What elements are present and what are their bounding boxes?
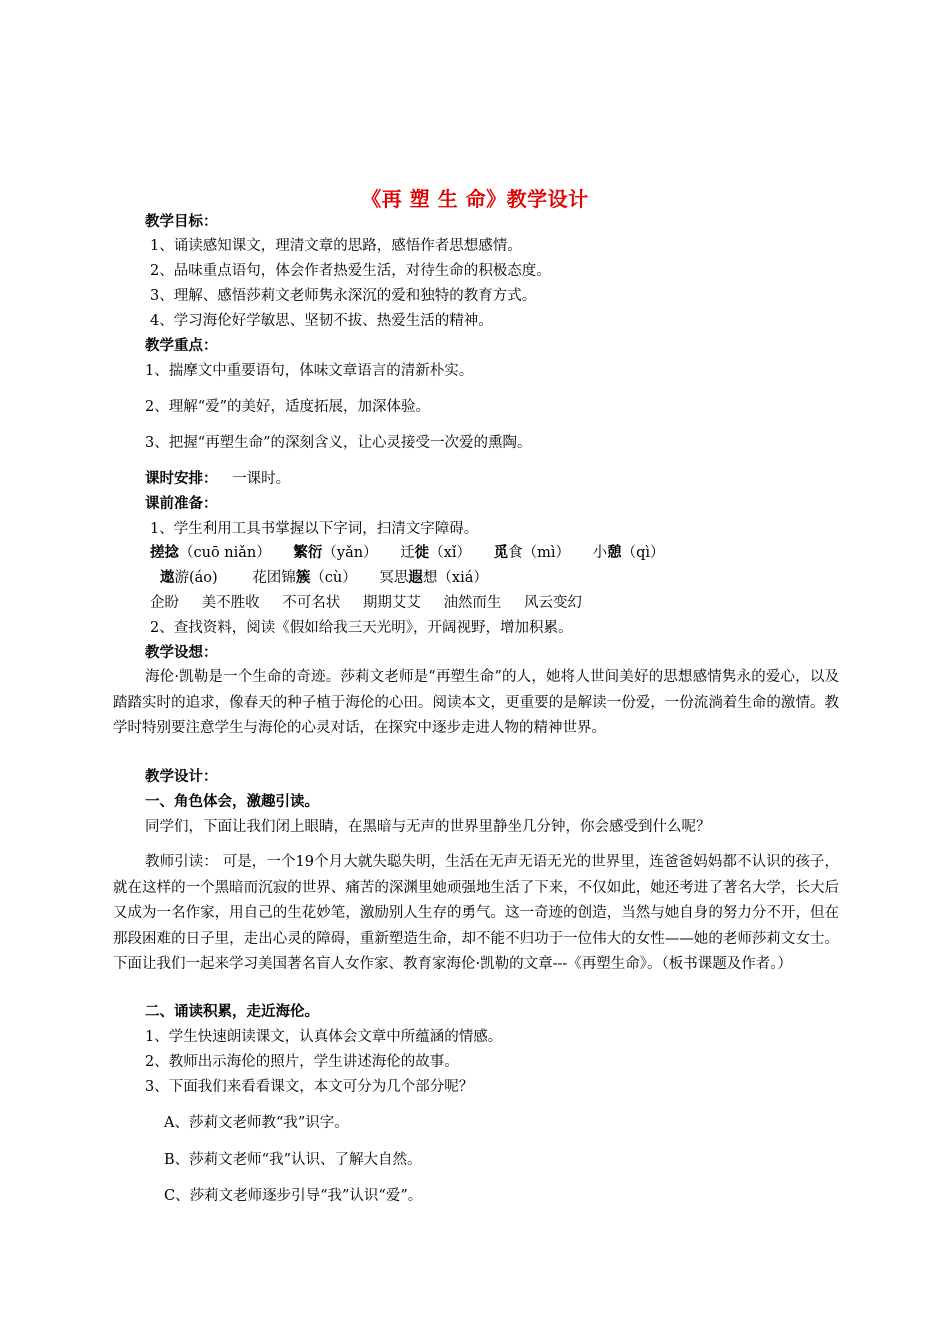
section1-paragraph: 教师引读： 可是，一个19个月大就失聪失明，生活在无声无语无光的世界里，连爸爸妈妈都不认识的孩子，就在这样的一个黑暗而沉寂的世界、痛苦的深渊里她顽强地生活了下来，不仅如此，她还考进了著名大学，长大后又成为一名作家，用自己的生花妙笔，激励别人生存的勇气。这一奇迹的创造，当然与她自身的努力分不开，但在那段困难的日子里，走出心灵的障碍，重新塑造生命，却不能不归功于一位伟大的女性——她的老师莎莉文女士。下面让我们一起来学习美国著名盲人女作家、教育家海伦·凯勒的文章---《再塑生命》。（板书课题及作者。）	[113, 854, 839, 972]
key-point-item: 1、揣摩文中重要语句，体味文章语言的清新朴实。	[145, 363, 474, 379]
goals-heading: 教学目标：	[145, 213, 218, 230]
vocab-term: 美不胜收	[201, 595, 260, 611]
vocab-term: 小憩（qì）	[592, 544, 665, 561]
vocab-term: 风云变幻	[524, 595, 583, 611]
document-title: 《再 塑 生 命》教学设计	[361, 187, 589, 211]
goal-item: 3、理解、感悟莎莉文老师隽永深沉的爱和独特的教育方式。	[150, 288, 537, 304]
goal-item: 2、品味重点语句，体会作者热爱生活，对待生命的积极态度。	[150, 263, 551, 279]
section2-part: B、莎莉文老师“我”认识、了解大自然。	[164, 1152, 422, 1168]
schedule-label: 课时安排：	[145, 470, 218, 487]
section2-heading: 二、诵读积累，走近海伦。	[145, 1003, 319, 1020]
key-points-heading: 教学重点：	[145, 337, 218, 354]
vocab-term: 冥思遐想（xiá）	[379, 569, 488, 586]
goal-item: 1、诵读感知课文，理清文章的思路，感悟作者思想感情。	[150, 238, 522, 254]
vocab-term: 迁徙（xǐ）	[400, 544, 471, 561]
preparation-item: 2、查找资料，阅读《假如给我三天光明》，开阔视野，增加积累。	[150, 620, 573, 636]
key-point-item: 2、理解“爱”的美好，适度拓展，加深体验。	[145, 399, 431, 415]
section1-heading: 一、角色体会，激趣引读。	[145, 793, 319, 810]
vocab-term: 遨游(áo)	[160, 569, 218, 586]
vocab-row	[160, 568, 488, 588]
section1-intro: 同学们，下面让我们闭上眼睛，在黑暗与无声的世界里静坐几分钟，你会感受到什么呢？	[145, 819, 711, 835]
section2-part: C、莎莉文老师逐步引导“我”认识“爱”。	[164, 1188, 423, 1204]
section2-item: 2、教师出示海伦的照片，学生讲述海伦的故事。	[145, 1054, 459, 1070]
vocab-term: 不可名状	[282, 595, 341, 611]
vocab-term: 繁衍（yǎn）	[293, 544, 378, 561]
schedule-line	[145, 469, 290, 489]
vocab-term: 期期艾艾	[362, 595, 421, 611]
concept-paragraph: 海伦·凯勒是一个生命的奇迹。莎莉文老师是“再塑生命”的人，她将人世间美好的思想感情隽永的爱心，以及踏踏实时的追求，像春天的种子植于海伦的心田。阅读本文，更重要的是解读一份爱，一份流淌着生命的激情。教学时特别要注意学生与海伦的心灵对话，在探究中逐步走进人物的精神世界。	[113, 669, 839, 736]
preparation-item: 1、学生利用工具书掌握以下字词，扫清文字障碍。	[150, 521, 479, 537]
key-point-item: 3、把握“再塑生命”的深刻含义，让心灵接受一次爱的熏陶。	[145, 435, 532, 451]
vocab-term: 搓捻（cuō niǎn）	[150, 544, 271, 561]
section2-item: 3、下面我们来看看课文，本文可分为几个部分呢？	[145, 1079, 474, 1095]
section2-item: 1、学生快速朗读课文，认真体会文章中所蕴涵的情感。	[145, 1029, 503, 1045]
vocab-term: 花团锦簇（cù）	[252, 569, 357, 586]
design-heading: 教学设计：	[145, 768, 218, 785]
vocab-row	[150, 593, 582, 613]
schedule-value: 一课时。	[232, 471, 291, 487]
section2-part: A、莎莉文老师教“我”识字。	[164, 1115, 349, 1131]
goal-item: 4、学习海伦好学敏思、坚韧不拔、热爱生活的精神。	[150, 313, 493, 329]
vocab-row	[150, 543, 665, 563]
concept-heading: 教学设想：	[145, 644, 218, 661]
vocab-term: 油然而生	[443, 595, 502, 611]
vocab-term: 企盼	[150, 595, 179, 611]
vocab-term: 觅食（mì）	[493, 544, 570, 561]
preparation-heading: 课前准备：	[145, 495, 218, 512]
